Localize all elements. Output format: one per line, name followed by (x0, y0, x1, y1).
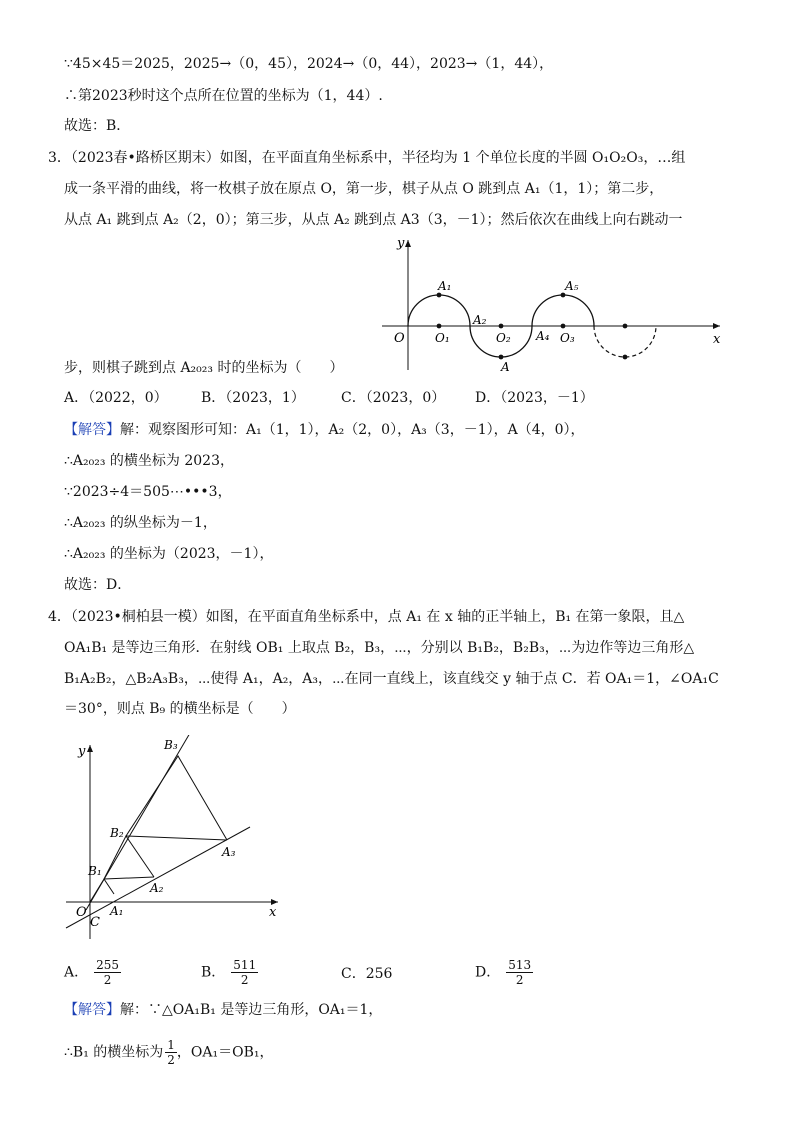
label-B1: B₁ (88, 864, 102, 878)
option-b: B．（2023，1） (201, 390, 305, 406)
label-A2: A₂ (150, 881, 164, 895)
question-3-text: 步，则棋子跳到点 A₂₀₂₃ 时的坐标为（ ） (64, 360, 344, 376)
option-label: B． (201, 964, 226, 981)
fraction (506, 958, 533, 987)
text-line: 故选：B． (64, 118, 131, 134)
denominator: 2 (103, 973, 112, 987)
point-dashed-1 (623, 324, 628, 329)
numerator: 511 (233, 958, 257, 972)
solution-text: ∴B₁ 的横坐标为 (64, 1044, 164, 1061)
fraction (165, 1038, 177, 1067)
triangle-2 (104, 836, 154, 879)
question-4-text: OA₁B₁ 是等边三角形．在射线 OB₁ 上取点 B₂，B₃，⋯，分别以 B₁B₂，B₂B₃，⋯为边作等边三角形△ (64, 640, 695, 656)
solution-line (64, 1000, 382, 1020)
curve-dashed (594, 326, 656, 357)
label-O3: O₃ (560, 331, 575, 345)
segment-B1A2 (104, 877, 154, 879)
label-O: O (394, 331, 405, 346)
option-a: A．（2022，0） (64, 390, 168, 406)
denominator: 2 (515, 973, 524, 987)
semicircle-figure (376, 232, 736, 372)
solution-tag: 【解答】 (64, 422, 120, 438)
segment-B2A3 (126, 836, 227, 840)
option-c: C．（2023，0） (341, 390, 446, 406)
denominator: 2 (167, 1053, 175, 1067)
solution-tag: 【解答】 (64, 1002, 120, 1018)
option-a (64, 958, 121, 987)
fraction (231, 958, 258, 987)
question-3-text: 成一条平滑的曲线，将一枚棋子放在原点 O，第一步，棋子从点 O 跳到点 A₁（1，1）；第二步， (64, 181, 664, 197)
option-d (475, 958, 533, 987)
solution-text: ，OA₁＝OB₁， (176, 1044, 274, 1061)
label-A3: A₃ (222, 845, 236, 859)
triangle-3 (126, 756, 227, 840)
point-A1 (437, 293, 442, 298)
point-O3 (561, 324, 566, 329)
label-O1: O₁ (435, 331, 450, 345)
label-O2: O₂ (496, 331, 511, 345)
label-A2: A₂ (473, 313, 487, 327)
denominator: 2 (240, 973, 249, 987)
solution-line: 故选：D． (64, 577, 132, 593)
label-x: x (269, 905, 277, 920)
label-C: C (90, 915, 100, 930)
triangle-figure (62, 735, 292, 941)
label-A1: A₁ (110, 904, 124, 918)
option-label: D． (475, 964, 501, 981)
solution-line: ∴A₂₀₂₃ 的横坐标为 2023， (64, 453, 234, 469)
text-line: ∵45×45＝2025，2025→（0，45），2024→（0，44），2023→（1，44）， (64, 56, 554, 72)
option-label: A． (64, 964, 89, 981)
point-A (499, 355, 504, 360)
label-B2: B₂ (110, 826, 124, 840)
option-c: C．256 (341, 966, 393, 982)
solution-line: ∴A₂₀₂₃ 的纵坐标为－1， (64, 515, 217, 531)
numerator: 255 (96, 958, 120, 972)
numerator: 1 (167, 1038, 175, 1052)
question-4-text: ＝30°，则点 B₉ 的横坐标是（ ） (64, 701, 296, 717)
label-y: y (78, 744, 86, 759)
label-x: x (713, 332, 721, 347)
label-A: A (501, 360, 510, 372)
question-4-text: 4．（2023•桐柏县一模）如图，在平面直角坐标系中，点 A₁ 在 x 轴的正半轴上，B₁ 在第一象限，且△ (48, 609, 685, 625)
question-4-text: B₁A₂B₂，△B₂A₃B₃，⋯使得 A₁，A₂，A₃，⋯在同一直线上，该直线交 y 轴于点 C．若 OA₁＝1，∠OA₁C (64, 671, 719, 687)
label-A5: A₅ (565, 279, 579, 293)
solution-line: ∵2023÷4＝505⋯•••3， (64, 484, 232, 500)
question-3-text: 从点 A₁ 跳到点 A₂（2，0）；第三步，从点 A₂ 跳到点 A3（3，－1）；然后依次在曲线上向右跳动一 (64, 212, 683, 228)
point-O2 (499, 324, 504, 329)
label-O: O (76, 905, 87, 920)
point-dashed-2 (623, 355, 628, 360)
solution-text: 解：∵△OA₁B₁ 是等边三角形，OA₁＝1， (120, 1002, 383, 1018)
text-line: ∴第2023秒时这个点所在位置的坐标为（1，44）. (64, 88, 383, 104)
label-A1: A₁ (438, 279, 452, 293)
triangle-1 (90, 879, 114, 902)
option-d: D．（2023，－1） (475, 390, 594, 406)
point-O1 (437, 324, 442, 329)
label-y: y (397, 236, 405, 251)
solution-line (64, 1038, 273, 1067)
label-B3: B₃ (164, 738, 178, 752)
question-3-text: 3．（2023春•路桥区期末）如图，在平面直角坐标系中，半径均为 1 个单位长度的半圆 O₁O₂O₃，…组 (48, 150, 686, 166)
solution-text: 解：观察图形可知：A₁（1，1），A₂（2，0），A₃（3，－1），A（4，0）， (120, 422, 585, 438)
option-b (201, 958, 258, 987)
point-A5 (561, 293, 566, 298)
solution-line: ∴A₂₀₂₃ 的坐标为（2023，－1）， (64, 546, 274, 562)
fraction (94, 958, 121, 987)
numerator: 513 (508, 958, 532, 972)
solution-line (64, 420, 585, 440)
label-A4: A₄ (536, 329, 550, 343)
